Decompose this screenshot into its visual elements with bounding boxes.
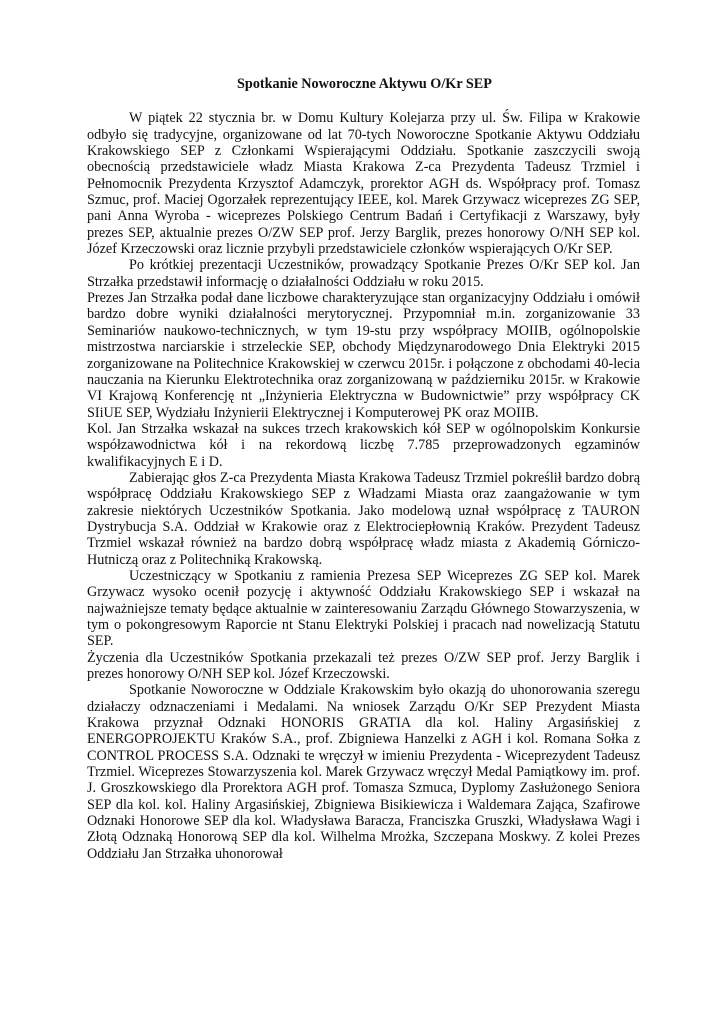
paragraph: Spotkanie Noworoczne w Oddziale Krakowskim było okazją do uhonorowania szeregu działaczy odznaczeniami i Medalami. Na wniosek Zarządu O/Kr SEP Prezydent Miasta Krakowa przyznał Odznaki HONORIS GRATIA dla kol. Haliny Argasińskiej z ENERGOPROJEKTU Kraków S.A., prof. Zbigniewa Hanzelki z AGH i kol. Romana Sołka z CONTROL PROCESS S.A. Odznaki te wręczył w imieniu Prezydenta - Wiceprezydent Tadeusz Trzmiel. Wiceprezes Stowarzyszenia kol. Marek Grzywacz wręczył Medal Pamiątkowy im. prof. J. Groszkowskiego dla Prorektora AGH prof. Tomasza Szmuca, Dyplomy Zasłużonego Seniora SEP dla kol. kol. Haliny Argasińskiej, Zbigniewa Bisikiewicza i Waldemara Zająca, Szafirowe Odznaki Honorowe SEP dla kol. Władysława Baracza, Franciszka Gruszki, Władysława Wagi i Złotą Odznaką Honorową SEP dla kol. Wilhelma Mrożka, Szczepana Moskwy. Z kolei Prezes Oddziału Jan Strzałka uhonorował [87, 682, 640, 862]
paragraph: Prezes Jan Strzałka podał dane liczbowe charakteryzujące stan organizacyjny Oddziału i omówił bardzo dobre wyniki działalności merytorycznej. Przypomniał m.in. zorganizowanie 33 Seminariów naukowo-technicznych, w tym 19-stu przy współpracy MOIIB, ogólnopolskie mistrzostwa narciarskie i strzeleckie SEP, obchody Międzynarodowego Dnia Elektryki 2015 zorganizowane na Politechnice Krakowskiej w czerwcu 2015r. i połączone z obchodami 40-lecia nauczania na Kierunku Elektrotechnika oraz zorganizowaną w październiku 2015r. w Krakowie VI Krajową Konferencję nt „Inżynieria Elektryczna w Budownictwie” przy współpracy CK SIiUE SEP, Wydziału Inżynierii Elektrycznej i Komputerowej PK oraz MOIIB. [87, 290, 640, 421]
paragraph: Życzenia dla Uczestników Spotkania przekazali też prezes O/ZW SEP prof. Jerzy Barglik i prezes honorowy O/NH SEP kol. Józef Krzeczowski. [87, 649, 640, 683]
document-title: Spotkanie Noworoczne Aktywu O/Kr SEP [237, 76, 492, 92]
paragraph: Zabierając głos Z-ca Prezydenta Miasta Krakowa Tadeusz Trzmiel pokreślił bardzo dobrą współpracę Oddziału Krakowskiego SEP z Władzami Miasta oraz zaangażowanie w tym zakresie niektórych Uczestników Spotkania. Jako modelową uznał współpracę z TAURON Dystrybucja S.A. Oddział w Krakowie oraz z Elektrociepłownią Kraków. Prezydent Tadeusz Trzmiel wskazał również na bardzo dobrą współpracę władz miasta z Akademią Górniczo-Hutniczą oraz z Politechniką Krakowską. [87, 469, 640, 568]
paragraph: Uczestniczący w Spotkaniu z ramienia Prezesa SEP Wiceprezes ZG SEP kol. Marek Grzywacz wysoko ocenił pozycję i aktywność Oddziału Krakowskiego SEP i wskazał na najważniejsze tematy będące aktualnie w zainteresowaniu Zarządu Głównego Stowarzyszenia, w tym o pokongresowym Raporcie nt Stanu Elektryki Polskiej i pracach nad nowelizacją Statutu SEP. [87, 567, 640, 650]
paragraph: Kol. Jan Strzałka wskazał na sukces trzech krakowskich kół SEP w ogólnopolskim Konkursie współzawodnictwa kół i na rekordową liczbę 7.785 przeprowadzonych egzaminów kwalifikacyjnych E i D. [87, 420, 640, 470]
document-page [87, 76, 640, 862]
document-body [87, 110, 640, 862]
paragraph: W piątek 22 stycznia br. w Domu Kultury Kolejarza przy ul. Św. Filipa w Krakowie odbyło się tradycyjne, organizowane od lat 70-tych Noworoczne Spotkanie Aktywu Oddziału Krakowskiego SEP z Członkami Wspierającymi Oddziału. Spotkanie zaszczycili swoją obecnością przedstawiciele władz Miasta Krakowa Z-ca Prezydenta Tadeusz Trzmiel i Pełnomocnik Prezydenta Krzysztof Adamczyk, prorektor AGH ds. Współpracy prof. Tomasz Szmuc, prof. Maciej Ogorzałek reprezentujący IEEE, kol. Marek Grzywacz wiceprezes ZG SEP, pani Anna Wyroba - wiceprezes Polskiego Centrum Badań i Certyfikacji z Warszawy, były prezes SEP, aktualnie prezes O/ZW SEP prof. Jerzy Barglik, prezes honorowy O/NH SEP kol. Józef Krzeczowski oraz licznie przybyli przedstawiciele członków wspierających O/Kr SEP. [87, 110, 640, 258]
paragraph: Po krótkiej prezentacji Uczestników, prowadzący Spotkanie Prezes O/Kr SEP kol. Jan Strzałka przedstawił informację o działalności Oddziału w roku 2015. [87, 257, 640, 290]
